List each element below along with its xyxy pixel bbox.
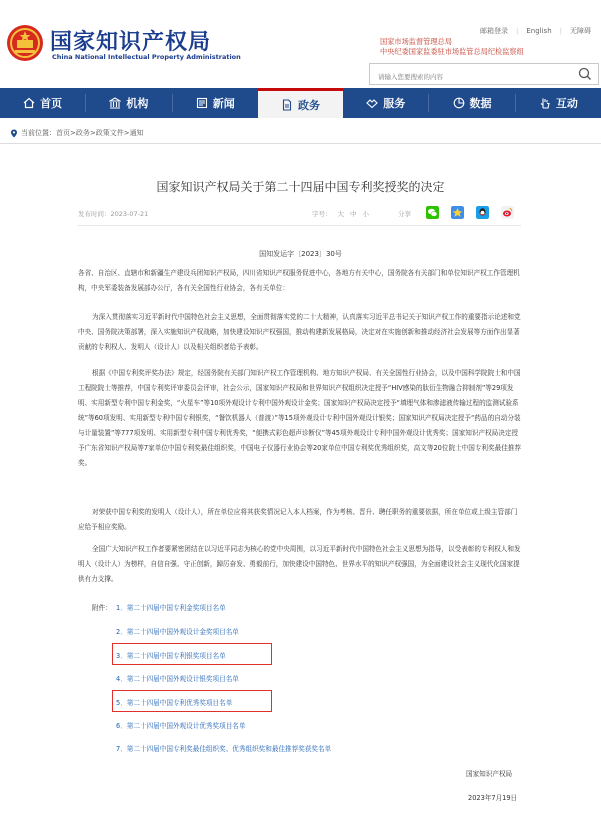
nav-label: 政务	[297, 98, 320, 112]
font-size-control	[312, 209, 369, 218]
nav-label: 服务	[383, 97, 406, 110]
nav-label: 新闻	[212, 97, 235, 110]
weibo-icon[interactable]	[501, 206, 514, 219]
divider	[78, 225, 521, 226]
search-icon[interactable]	[578, 67, 592, 81]
attachment-link[interactable]: 7．第二十四届中国专利奖最佳组织奖、优秀组织奖和最佳推荐奖获奖名单	[116, 745, 332, 753]
accessibility-link[interactable]: 无障碍	[570, 27, 591, 35]
chart-icon	[453, 97, 465, 109]
nav-item-interaction[interactable]	[516, 88, 601, 118]
news-icon	[196, 97, 208, 109]
mail-login-link[interactable]: 邮箱登录	[480, 27, 508, 35]
nav-item-data[interactable]	[429, 88, 514, 118]
breadcrumb-text[interactable]: 当前位置：首页>政务>政策文件>通知	[21, 129, 144, 137]
nav-label: 机构	[126, 97, 149, 110]
article-paragraph: 全国广大知识产权工作者要紧密团结在以习近平同志为核心的党中央周围，以习近平新时代中国特色社会主义思想为指导，以受表彰的专利权人和发明人（设计人）为榜样，自信自强、守正创新，踔厉奋发、勇毅前行，加快建设中国特色、世界水平的知识产权强国，为全面建设社会主义现代化国家提供有力支撑。	[78, 545, 521, 583]
divider	[0, 143, 601, 144]
admin-links	[380, 37, 524, 57]
national-emblem-icon	[6, 22, 44, 64]
font-size-medium[interactable]: 中	[350, 210, 357, 218]
site-logo-title[interactable]: 国家知识产权局	[50, 30, 212, 55]
qzone-icon[interactable]	[451, 206, 464, 219]
samr-link[interactable]: 国家市场监督管理总局	[380, 37, 452, 46]
site-header	[0, 0, 601, 86]
search-input[interactable]	[370, 67, 560, 87]
attachment-link[interactable]: 2．第二十四届中国外观设计金奖项目名单	[116, 628, 239, 636]
article-paragraph: 根据《中国专利奖评奖办法》规定，经国务院有关部门知识产权工作管理机构、地方知识产权局、有关全国性行业协会，以及中国科学院院士和中国工程院院士等推荐，中国专利奖评审委员会评审，社会公示，国家知识产权局和世界知识产权组织决定授予“HIV感染的肽衍生物融合抑制剂”等29项发明、实用新型专利中国专利金奖，“火星车”等10项外观设计专利中国外观设计金奖；国家知识产权局决定授予“填埋气体和渗滤液传输过程的监测试验系统”等60项发明、实用新型专利中国专利银奖，“餐饮机器人（普渡）”等15项外观设计专利中国外观设计银奖；国家知识产权局决定授予“药品的自动分装与计量装置”等777项发明、实用新型专利中国专利优秀奖，“便携式彩色超声诊断仪”等45项外观设计专利中国外观设计优秀奖；国家知识产权局决定授予广东省知识产权局等7家单位中国专利奖最佳组织奖，中国电子仪器行业协会等20家单位中国专利奖优秀组织奖，高文等20位院士中国专利奖最佳推荐奖。	[78, 369, 521, 467]
home-icon	[23, 97, 35, 109]
main-nav	[0, 88, 601, 118]
signature-date: 2023年7月19日	[468, 794, 518, 802]
discipline-group-link[interactable]: 中央纪委国家监委驻市场监管总局纪检监察组	[380, 47, 524, 56]
share-label: 分享	[398, 210, 411, 218]
attachments-label: 附件：	[92, 604, 112, 612]
document-number: 国知发运字〔2023〕30号	[259, 250, 342, 258]
font-size-label: 字号：	[312, 210, 332, 218]
nav-item-news[interactable]	[173, 88, 258, 118]
article-paragraph: 对荣获中国专利奖的发明人（设计人），所在单位应将其获奖情况记入本人档案，作为考核、晋升、聘任职务的重要依据，所在单位或上级主管部门应给予相应奖励。	[78, 508, 518, 531]
article-paragraph: 各省、自治区、直辖市和新疆生产建设兵团知识产权局，四川省知识产权服务促进中心，各地方有关中心，国务院各有关部门和单位知识产权工作管理机构，中央军委装备发展部办公厅，各有关全国性行业协会，各有关单位：	[78, 269, 520, 292]
search-box	[369, 63, 599, 85]
location-pin-icon	[10, 129, 18, 138]
attachment-link[interactable]: 4．第二十四届中国外观设计银奖项目名单	[116, 675, 239, 683]
institution-icon	[109, 97, 121, 109]
top-links: 邮箱登录 | English | 无障碍	[472, 26, 599, 36]
attachment-link[interactable]: 6．第二十四届中国外观设计优秀奖项目名单	[116, 722, 246, 730]
font-size-small[interactable]: 小	[362, 210, 369, 218]
qq-icon[interactable]	[476, 206, 489, 219]
document-icon	[281, 99, 293, 111]
article-title: 国家知识产权局关于第二十四届中国专利奖授奖的决定	[156, 180, 445, 194]
highlight-box	[112, 643, 272, 665]
english-link[interactable]: English	[526, 27, 552, 35]
attachment-link[interactable]: 5．第二十四届中国专利优秀奖项目名单	[116, 699, 233, 707]
nav-item-institution[interactable]	[86, 88, 171, 118]
nav-item-government-affairs[interactable]	[258, 88, 343, 118]
highlight-box	[112, 690, 272, 712]
hand-icon	[539, 97, 551, 109]
handshake-icon	[366, 97, 378, 109]
nav-label: 首页	[40, 97, 63, 110]
nav-item-home[interactable]	[0, 88, 85, 118]
nav-label: 互动	[555, 97, 578, 110]
signature-organization: 国家知识产权局	[466, 770, 513, 778]
share-icons	[426, 206, 514, 219]
nav-item-services[interactable]	[343, 88, 428, 118]
site-logo-subtitle: China National Intellectual Property Administration	[52, 53, 241, 61]
breadcrumb	[10, 128, 144, 138]
wechat-icon[interactable]	[426, 206, 439, 219]
attachment-link[interactable]: 1．第二十四届中国专利金奖项目名单	[116, 604, 226, 612]
article-paragraph: 为深入贯彻落实习近平新时代中国特色社会主义思想，全面贯彻落实党的二十大精神，认真落实习近平总书记关于知识产权工作的重要指示论述和党中央、国务院决策部署，深入实施知识产权战略，加快建设知识产权强国，推动构建新发展格局，决定对在实施创新和推动经济社会发展等方面作出显著贡献的专利权人、发明人（设计人）以及相关组织者给予表彰。	[78, 313, 521, 351]
attachment-link[interactable]: 3．第二十四届中国专利银奖项目名单	[116, 652, 226, 660]
nav-label: 数据	[469, 97, 492, 110]
publish-date: 发布时间：2023-07-21	[78, 210, 149, 218]
font-size-large[interactable]: 大	[337, 210, 344, 218]
